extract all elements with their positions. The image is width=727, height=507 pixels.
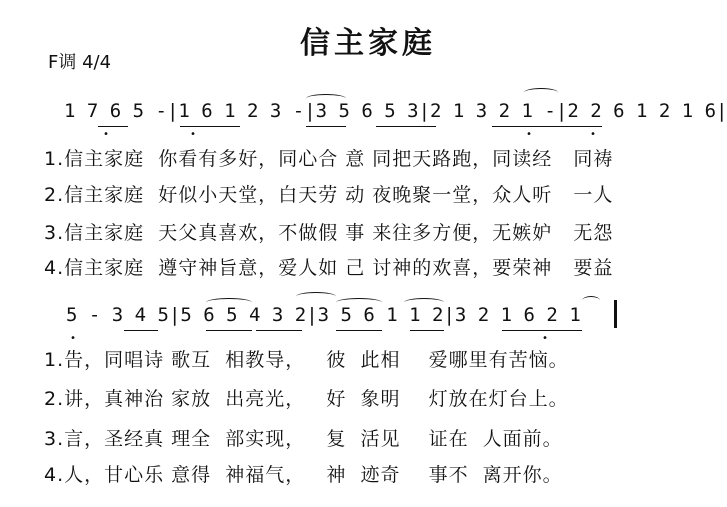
song-title: 信主家庭 xyxy=(300,26,436,61)
beam xyxy=(180,126,240,127)
lyric-verse-1b: 1.告，同唱诗 歌互 相教导， 彼 此相 爱哪里有苦恼。 xyxy=(44,349,569,371)
lyric-verse-3b: 3.言，圣经真 理全 部实现， 复 活见 证在 人面前。 xyxy=(44,428,563,450)
lyric-verse-4b: 4.人，甘心乐 意得 神福气， 神 迹奇 事不 离开你。 xyxy=(44,464,563,486)
beam xyxy=(306,126,346,127)
notation-text: 1 7 6 5 -|1 6 1 2 3 -|3 5 6 5 3|2 1 3 2 1 -|2 2 6 1 2 1 6| xyxy=(64,100,727,122)
beam xyxy=(124,330,158,331)
low-dot: • xyxy=(590,129,597,140)
key-signature: F调 4/4 xyxy=(48,52,112,73)
beam xyxy=(256,330,302,331)
beam xyxy=(492,126,602,127)
notation-line-1 xyxy=(0,92,727,140)
slur xyxy=(296,292,336,301)
beam xyxy=(98,126,128,127)
beam xyxy=(410,330,444,331)
lyric-verse-1a: 1.信主家庭 你看有多好，同心合 意 同把天路跑，同读经 同祷 xyxy=(44,148,614,170)
slur xyxy=(524,88,558,97)
beam xyxy=(502,330,582,331)
beam xyxy=(376,126,436,127)
lyric-verse-2b: 2.讲，真神治 家放 出亮光， 好 象明 灯放在灯台上。 xyxy=(44,388,569,410)
low-dot: • xyxy=(70,333,77,344)
fermata xyxy=(582,296,600,305)
low-dot: • xyxy=(103,129,110,140)
slur xyxy=(206,298,252,307)
slur xyxy=(306,94,346,103)
final-barline xyxy=(614,300,617,328)
low-dot: • xyxy=(526,129,533,140)
notation-text: 5 - 3 4 5|5 6 5 4 3 2|3 5 6 1 1 2|3 2 1 6 2 1 xyxy=(66,304,581,326)
slur xyxy=(404,298,444,307)
lyric-verse-2a: 2.信主家庭 好似小天堂，白天劳 动 夜晚聚一堂，众人听 一人 xyxy=(44,184,614,206)
notation-line-2 xyxy=(0,296,640,344)
lyric-verse-3a: 3.信主家庭 天父真喜欢，不做假 事 来往多方便，无嫉妒 无怨 xyxy=(44,222,614,244)
slur xyxy=(336,298,382,307)
lyric-verse-4a: 4.信主家庭 遵守神旨意，爱人如 己 讨神的欢喜，要荣神 要益 xyxy=(44,257,614,279)
low-dot: • xyxy=(542,333,549,344)
low-dot: • xyxy=(190,129,197,140)
beam xyxy=(336,330,382,331)
beam xyxy=(206,330,252,331)
